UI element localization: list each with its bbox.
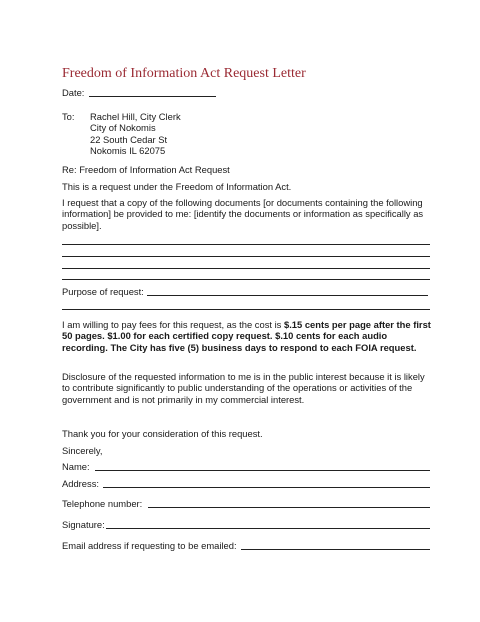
signature-label: Signature: — [62, 519, 105, 530]
name-field[interactable] — [95, 470, 430, 471]
recipient-name: Rachel Hill, City Clerk — [90, 111, 181, 122]
address-field[interactable] — [103, 487, 430, 488]
intro-text: This is a request under the Freedom of Information Act. — [62, 181, 292, 192]
name-label: Name: — [62, 461, 90, 472]
purpose-field[interactable] — [147, 295, 428, 296]
fees-terms: $.15 cents per page after the first 50 pages. $1.00 for each certified copy request. $.10 cents for each audio recording. The City has five (5) business days to respond to each FOIA request. — [62, 319, 431, 353]
thanks-text: Thank you for your consideration of this request. — [62, 428, 263, 439]
date-field[interactable] — [89, 96, 216, 97]
telephone-label: Telephone number: — [62, 498, 143, 509]
signature-field[interactable] — [106, 528, 430, 529]
fees-paragraph — [62, 319, 432, 353]
email-label: Email address if requesting to be emailed: — [62, 540, 237, 551]
document-title: Freedom of Information Act Request Letter — [62, 66, 306, 81]
recipient-street: 22 South Cedar St — [90, 133, 168, 145]
closing-text: Sincerely, — [62, 445, 103, 456]
request-paragraph: I request that a copy of the following documents [or documents containing the following information] be provided to me: [identify the documents or information as specifically as possible]. — [62, 197, 424, 231]
recipient-city: Nokomis IL 62075 — [90, 145, 166, 157]
documents-line-2[interactable] — [62, 256, 430, 257]
date-label: Date: — [62, 87, 85, 98]
recipient-block — [90, 111, 181, 157]
re-line: Re: Freedom of Information Act Request — [62, 164, 230, 175]
purpose-label: Purpose of request: — [62, 286, 144, 297]
address-label: Address: — [62, 478, 99, 489]
telephone-field[interactable] — [148, 507, 430, 508]
recipient-org: City of Nokomis — [90, 122, 156, 134]
to-label: To: — [62, 111, 75, 122]
disclosure-paragraph: Disclosure of the requested information to me is in the public interest because it is likely to contribute significantly to public understanding of the operations or activities of the government and is not primarily in my commercial interest. — [62, 371, 425, 405]
documents-line-1[interactable] — [62, 244, 430, 245]
fees-lead: I am willing to pay fees for this request, as the cost is — [62, 319, 284, 330]
documents-line-4[interactable] — [62, 279, 430, 280]
email-field[interactable] — [241, 549, 430, 550]
purpose-line-2[interactable] — [62, 309, 430, 310]
documents-line-3[interactable] — [62, 268, 430, 269]
